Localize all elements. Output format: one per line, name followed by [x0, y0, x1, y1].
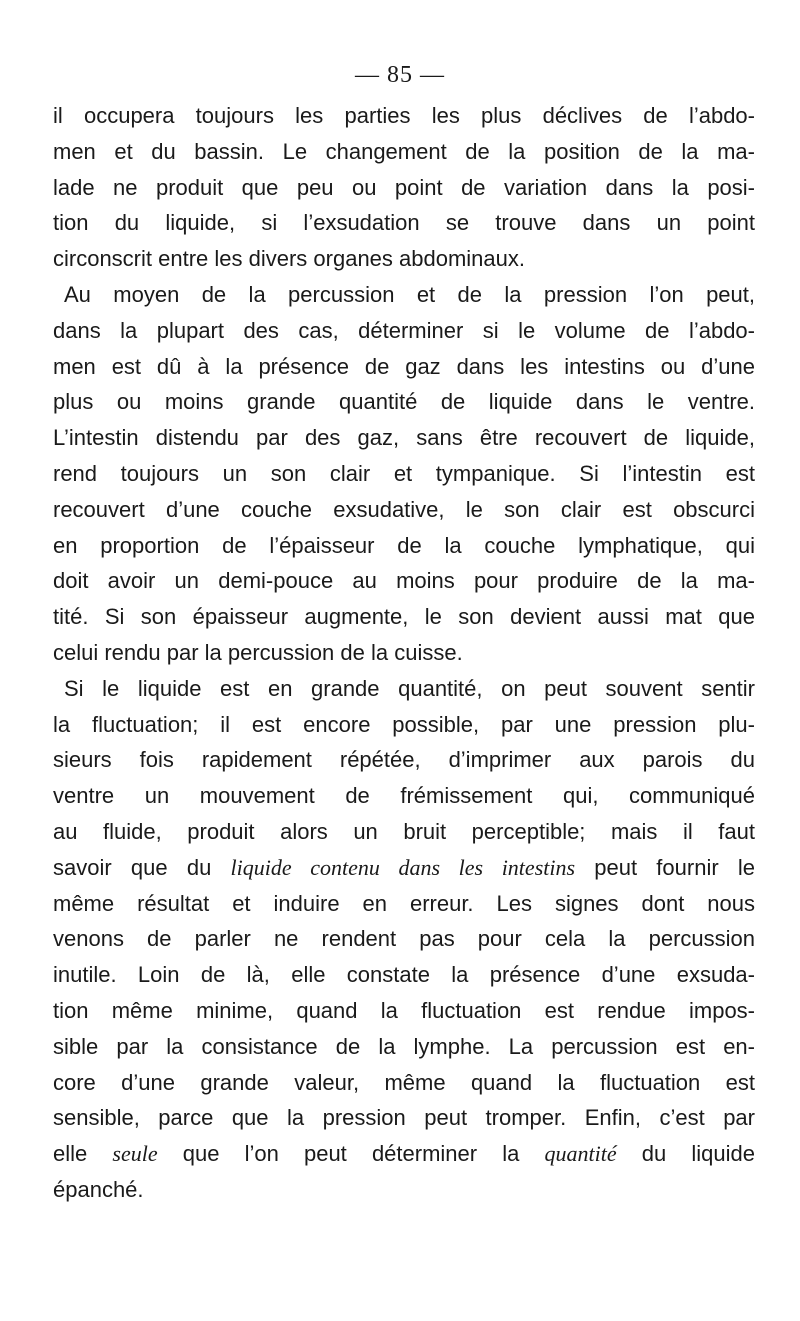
text-line	[53, 1136, 755, 1172]
italic-text: liquide contenu dans les intestins	[230, 854, 576, 880]
text-run: la fluctuation; il est encore possible, par une pression plu-	[53, 711, 755, 737]
text-line	[53, 1065, 755, 1101]
text-line	[53, 921, 755, 957]
text-run: tion du liquide, si l’exsudation se trouve dans un point	[53, 210, 755, 236]
text-line	[53, 957, 755, 993]
text-line	[53, 241, 755, 277]
text-line	[53, 1100, 755, 1136]
text-run: elle	[53, 1141, 113, 1167]
text-run: ventre un mouvement de frémissement qui, communiqué	[53, 783, 755, 809]
italic-text: seule	[112, 1141, 158, 1167]
text-run: dans la plupart des cas, déterminer si le volume de l’abdo-	[53, 317, 755, 343]
text-line	[53, 170, 755, 206]
text-run: en proportion de l’épaisseur de la couche lymphatique, qui	[53, 532, 755, 558]
text-line	[53, 420, 755, 456]
text-run: du liquide	[616, 1141, 755, 1167]
text-line	[53, 993, 755, 1029]
text-line	[53, 349, 755, 385]
text-line	[53, 563, 755, 599]
text-line	[53, 1029, 755, 1065]
text-line	[53, 1172, 755, 1208]
text-run: Au moyen de la percussion et de la pression l’on peut,	[64, 281, 755, 307]
body-text	[53, 98, 755, 1208]
text-line	[53, 277, 755, 313]
text-run: L’intestin distendu par des gaz, sans être recouvert de liquide,	[53, 425, 755, 451]
text-run: tion même minime, quand la fluctuation est rendue impos-	[53, 997, 755, 1023]
text-run: même résultat et induire en erreur. Les signes dont nous	[53, 890, 755, 916]
page-number: — 85 —	[355, 62, 445, 88]
text-line	[53, 98, 755, 134]
text-run: lade ne produit que peu ou point de variation dans la posi-	[53, 174, 755, 200]
text-run: sible par la consistance de la lymphe. La percussion est en-	[53, 1033, 755, 1059]
text-line	[53, 742, 755, 778]
text-run: plus ou moins grande quantité de liquide dans le ventre.	[53, 389, 755, 415]
text-line	[53, 313, 755, 349]
text-run: que l’on peut déterminer la	[157, 1141, 545, 1167]
text-run: sensible, parce que la pression peut tromper. Enfin, c’est par	[53, 1105, 755, 1131]
text-run: peut fournir le	[575, 854, 756, 880]
text-line	[53, 671, 755, 707]
text-line	[53, 528, 755, 564]
text-line	[53, 384, 755, 420]
text-run: sieurs fois rapidement répétée, d’imprimer aux parois du	[53, 747, 755, 773]
italic-text: quantité	[544, 1141, 617, 1167]
text-run: Si le liquide est en grande quantité, on peut souvent sentir	[64, 675, 755, 701]
text-run: circonscrit entre les divers organes abdominaux.	[53, 246, 526, 272]
text-run: core d’une grande valeur, même quand la fluctuation est	[53, 1069, 755, 1095]
text-line	[53, 814, 755, 850]
text-line	[53, 456, 755, 492]
text-run: inutile. Loin de là, elle constate la présence d’une exsuda-	[53, 962, 755, 988]
text-run: celui rendu par la percussion de la cuisse.	[53, 639, 463, 665]
text-run: savoir que du	[53, 854, 231, 880]
text-line	[53, 205, 755, 241]
text-run: men est dû à la présence de gaz dans les intestins ou d’une	[53, 353, 755, 379]
text-run: il occupera toujours les parties les plus déclives de l’abdo-	[53, 103, 755, 128]
text-line	[53, 707, 755, 743]
text-line	[53, 599, 755, 635]
text-line	[53, 492, 755, 528]
text-line	[53, 134, 755, 170]
text-run: doit avoir un demi-pouce au moins pour produire de la ma-	[53, 568, 755, 594]
text-run: recouvert d’une couche exsudative, le son clair est obscurci	[53, 496, 755, 522]
text-run: venons de parler ne rendent pas pour cela la percussion	[53, 926, 755, 952]
text-line	[53, 850, 755, 886]
text-run: men et du bassin. Le changement de la position de la ma-	[53, 138, 755, 164]
text-run: épanché.	[53, 1176, 144, 1202]
text-line	[53, 886, 755, 922]
text-run: rend toujours un son clair et tympanique. Si l’intestin est	[53, 460, 755, 486]
text-run: au fluide, produit alors un bruit perceptible; mais il faut	[53, 818, 755, 844]
text-run: tité. Si son épaisseur augmente, le son devient aussi mat que	[53, 604, 755, 630]
text-line	[53, 635, 755, 671]
text-line	[53, 778, 755, 814]
